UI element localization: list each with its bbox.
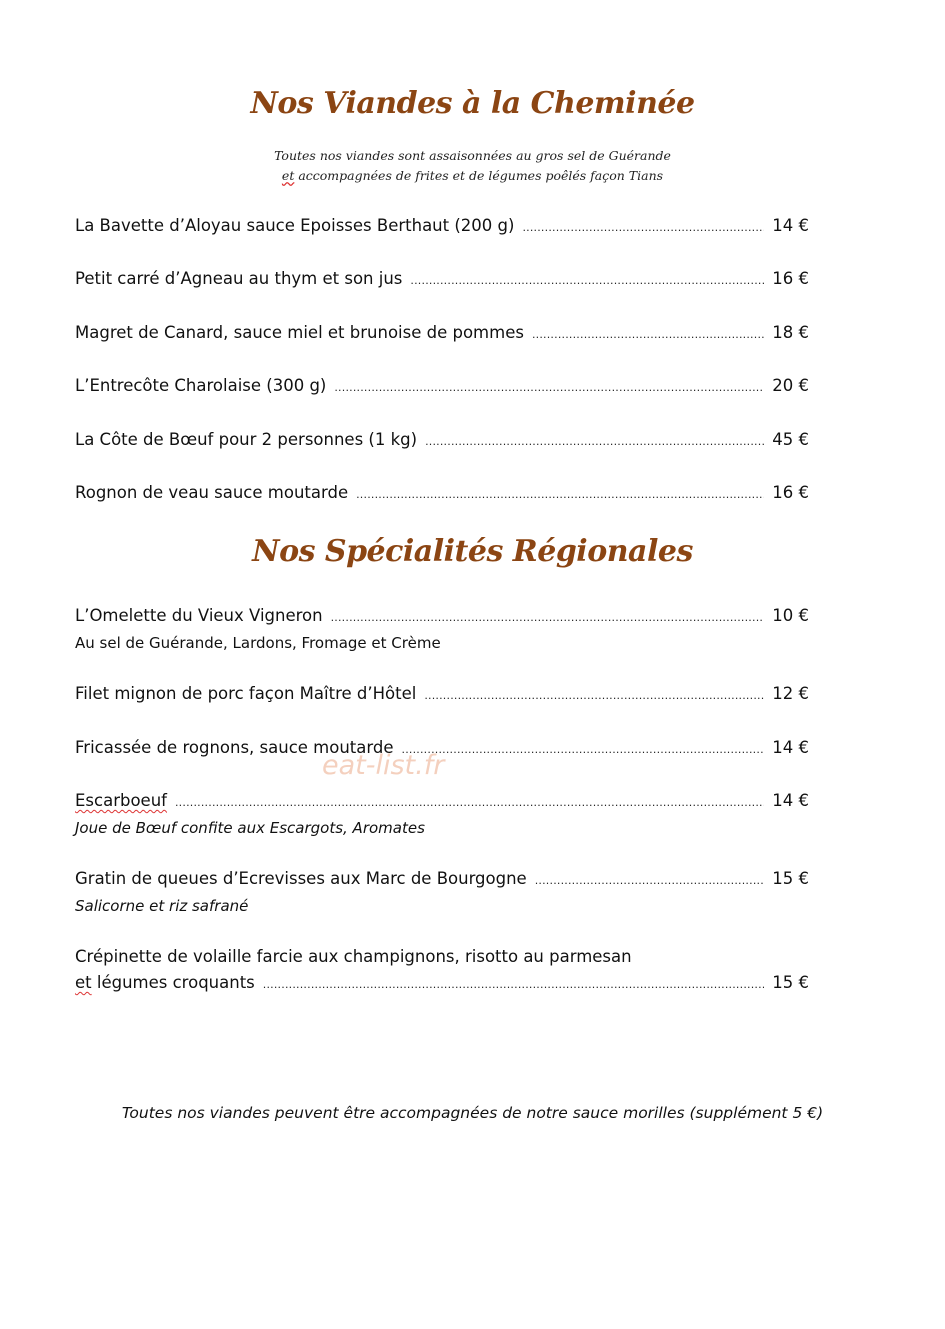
menu-item: [75, 789, 809, 813]
menu-item: [75, 214, 809, 238]
menu-item: [75, 682, 809, 706]
item-description: Au sel de Guérande, Lardons, Fromage et Crème: [75, 634, 441, 652]
intro-line-2: [0, 166, 945, 186]
menu-item: [75, 321, 809, 345]
item-name: La Côte de Bœuf pour 2 personnes (1 kg): [75, 430, 418, 449]
item-price: 18 €: [772, 323, 809, 342]
item-price: 15 €: [772, 869, 809, 888]
item-name: Petit carré d’Agneau au thym et son jus: [75, 269, 403, 288]
item-name-line-2-first: et: [75, 973, 92, 992]
section-title-viandes: Nos Viandes à la Cheminée: [250, 86, 695, 121]
item-price: 14 €: [772, 791, 809, 810]
item-name: Magret de Canard, sauce miel et brunoise de pommes: [75, 323, 524, 342]
item-name-line-2: [75, 971, 263, 995]
menu-item: [75, 374, 809, 398]
item-name-line-2-rest: légumes croquants: [91, 973, 255, 992]
intro-line-1: Toutes nos viandes sont assaisonnées au gros sel de Guérande: [274, 148, 671, 163]
leader-dots: [175, 791, 764, 815]
item-name-line-1: Crépinette de volaille farcie aux champignons, risotto au parmesan: [75, 947, 632, 966]
item-name: La Bavette d’Aloyau sauce Epoisses Berthaut (200 g): [75, 216, 515, 235]
footer-note: Toutes nos viandes peuvent être accompagnées de notre sauce morilles (supplément 5 €): [121, 1104, 824, 1122]
item-price: 10 €: [772, 606, 809, 625]
menu-item: [75, 267, 809, 291]
item-price: 16 €: [772, 269, 809, 288]
item-price: 14 €: [772, 216, 809, 235]
leader-dots: [334, 376, 764, 400]
intro-line-2-first: et: [281, 168, 295, 183]
leader-dots: [410, 269, 764, 293]
item-name: Rognon de veau sauce moutarde: [75, 483, 349, 502]
leader-dots: [356, 483, 764, 507]
item-name: Escarboeuf: [75, 791, 167, 810]
intro-line-2-rest: accompagnées de frites et de légumes poêlés façon Tians: [294, 168, 664, 183]
section-title-specialites: Nos Spécialités Régionales: [252, 534, 693, 569]
item-name: Gratin de queues d’Ecrevisses aux Marc de Bourgogne: [75, 869, 527, 888]
menu-item: [75, 481, 809, 505]
item-name: Fricassée de rognons, sauce moutarde: [75, 738, 394, 757]
leader-dots: [522, 216, 764, 240]
item-description: Salicorne et riz safrané: [75, 897, 249, 915]
item-description: Joue de Bœuf confite aux Escargots, Aromates: [75, 819, 425, 837]
item-price: 45 €: [772, 430, 809, 449]
item-price: 15 €: [772, 973, 809, 992]
section-intro: [0, 146, 945, 186]
leader-dots: [402, 738, 765, 762]
item-name: L’Entrecôte Charolaise (300 g): [75, 376, 327, 395]
watermark: eat-list.fr: [322, 750, 445, 781]
leader-dots: [425, 430, 764, 454]
leader-dots: [535, 869, 765, 893]
menu-item: [75, 867, 809, 891]
menu-item: [75, 971, 809, 995]
item-price: 14 €: [772, 738, 809, 757]
item-price: 12 €: [772, 684, 809, 703]
menu-item: [75, 604, 809, 628]
item-name: L’Omelette du Vieux Vigneron: [75, 606, 323, 625]
item-price: 20 €: [772, 376, 809, 395]
leader-dots: [424, 684, 764, 708]
menu-item: [75, 428, 809, 452]
leader-dots: [532, 323, 764, 347]
item-name: Filet mignon de porc façon Maître d’Hôtel: [75, 684, 417, 703]
item-price: 16 €: [772, 483, 809, 502]
leader-dots: [263, 973, 764, 997]
leader-dots: [331, 606, 765, 630]
